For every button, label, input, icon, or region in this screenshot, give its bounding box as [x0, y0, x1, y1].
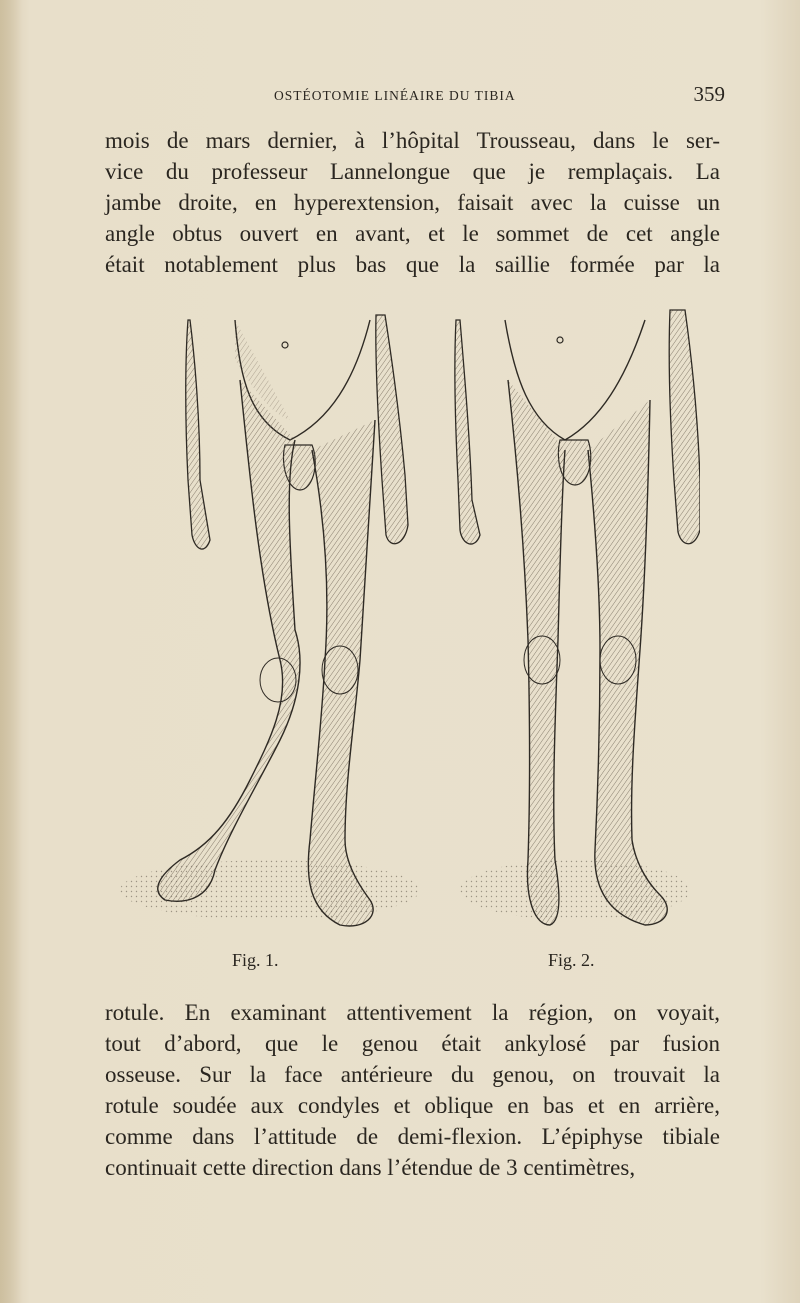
text-line: comme dans l’attitude de demi-flexion. L’épiphyse tibiale	[105, 1124, 720, 1149]
figure-1-illustration	[100, 300, 440, 950]
legs-deformed-icon	[100, 300, 440, 950]
text-line: rotule soudée aux condyles et oblique en bas et en arrière,	[105, 1093, 720, 1118]
text-line: mois de mars dernier, à l’hôpital Trousseau, dans le ser-	[105, 128, 720, 153]
text-line: angle obtus ouvert en avant, et le sommet de cet angle	[105, 221, 720, 246]
figure-1-caption: Fig. 1.	[232, 950, 279, 970]
page-edge-shadow	[0, 0, 22, 1303]
figure-2-caption: Fig. 2.	[548, 950, 595, 970]
page-number: 359	[693, 82, 725, 106]
paragraph-bottom	[105, 997, 720, 1183]
text-line: vice du professeur Lannelongue que je remplaçais. La	[105, 159, 720, 184]
text-line: rotule. En examinant attentivement la région, on voyait,	[105, 1000, 720, 1025]
page-header	[100, 84, 725, 110]
text-line: continuait cette direction dans l’étendue de 3 centimètres,	[105, 1155, 636, 1180]
legs-straight-icon	[450, 300, 700, 950]
figure-2-illustration	[450, 300, 700, 950]
text-line: jambe droite, en hyperextension, faisait avec la cuisse un	[105, 190, 720, 215]
paragraph-top	[105, 125, 720, 280]
running-title: OSTÉOTOMIE LINÉAIRE DU TIBIA	[274, 88, 516, 103]
text-line: tout d’abord, que le genou était ankylosé par fusion	[105, 1031, 720, 1056]
text-line: était notablement plus bas que la saillie formée par la	[105, 252, 720, 277]
text-line: osseuse. Sur la face antérieure du genou, on trouvait la	[105, 1062, 720, 1087]
